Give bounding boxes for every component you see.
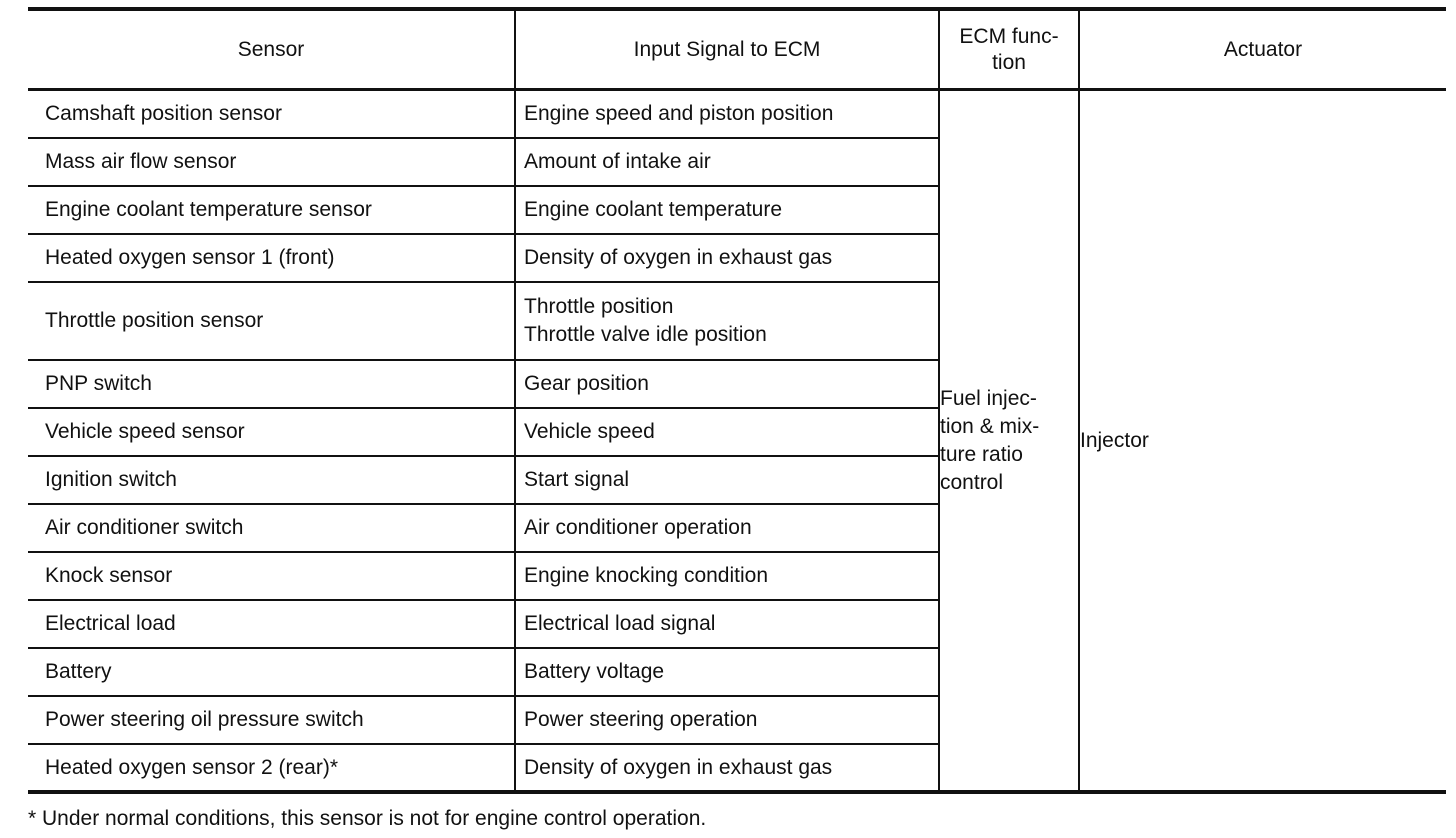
footnote: * Under normal conditions, this sensor is not for engine control operation. — [28, 807, 707, 830]
ecm-function-cell: Fuel injec- tion & mix- ture ratio control — [939, 90, 1079, 792]
sensor-cell: Camshaft position sensor — [45, 101, 282, 125]
sensor-cell: Battery — [45, 659, 112, 683]
signal-cell: Engine speed and piston position — [524, 101, 834, 125]
signal-cell: Throttle position Throttle valve idle position — [524, 294, 767, 346]
signal-cell: Start signal — [524, 467, 630, 491]
ecm-input-output-table — [28, 11, 1446, 793]
sensor-cell: Electrical load — [45, 611, 176, 635]
sensor-cell: Engine coolant temperature sensor — [45, 197, 372, 221]
signal-cell: Air conditioner operation — [524, 515, 752, 539]
signal-cell: Engine knocking condition — [524, 563, 769, 587]
signal-cell: Electrical load signal — [524, 611, 716, 635]
sensor-cell: PNP switch — [45, 371, 152, 395]
header-row — [28, 11, 1446, 90]
signal-cell: Gear position — [524, 371, 649, 395]
header-sensor: Sensor — [28, 11, 515, 90]
sensor-cell: Power steering oil pressure switch — [45, 707, 364, 731]
sensor-cell: Knock sensor — [45, 563, 173, 587]
header-actuator: Actuator — [1079, 11, 1446, 90]
ecm-table-frame — [28, 7, 1446, 794]
signal-cell: Battery voltage — [524, 659, 665, 683]
sensor-cell: Mass air flow sensor — [45, 149, 237, 173]
signal-cell: Density of oxygen in exhaust gas — [524, 245, 833, 269]
signal-cell: Density of oxygen in exhaust gas — [524, 756, 833, 779]
header-input-signal: Input Signal to ECM — [515, 11, 939, 90]
sensor-cell: Vehicle speed sensor — [45, 419, 245, 443]
signal-cell: Engine coolant temperature — [524, 197, 782, 221]
table-row — [28, 90, 1446, 138]
signal-cell: Power steering operation — [524, 707, 758, 731]
sensor-cell: Heated oxygen sensor 1 (front) — [45, 245, 335, 269]
signal-cell: Vehicle speed — [524, 419, 655, 443]
sensor-cell: Ignition switch — [45, 467, 177, 491]
signal-cell: Amount of intake air — [524, 149, 711, 173]
actuator-cell: Injector — [1079, 90, 1446, 792]
sensor-cell: Air conditioner switch — [45, 515, 244, 539]
header-ecm-function: ECM func- tion — [939, 11, 1079, 90]
sensor-cell: Heated oxygen sensor 2 (rear)* — [45, 756, 338, 779]
sensor-cell: Throttle position sensor — [45, 308, 264, 332]
